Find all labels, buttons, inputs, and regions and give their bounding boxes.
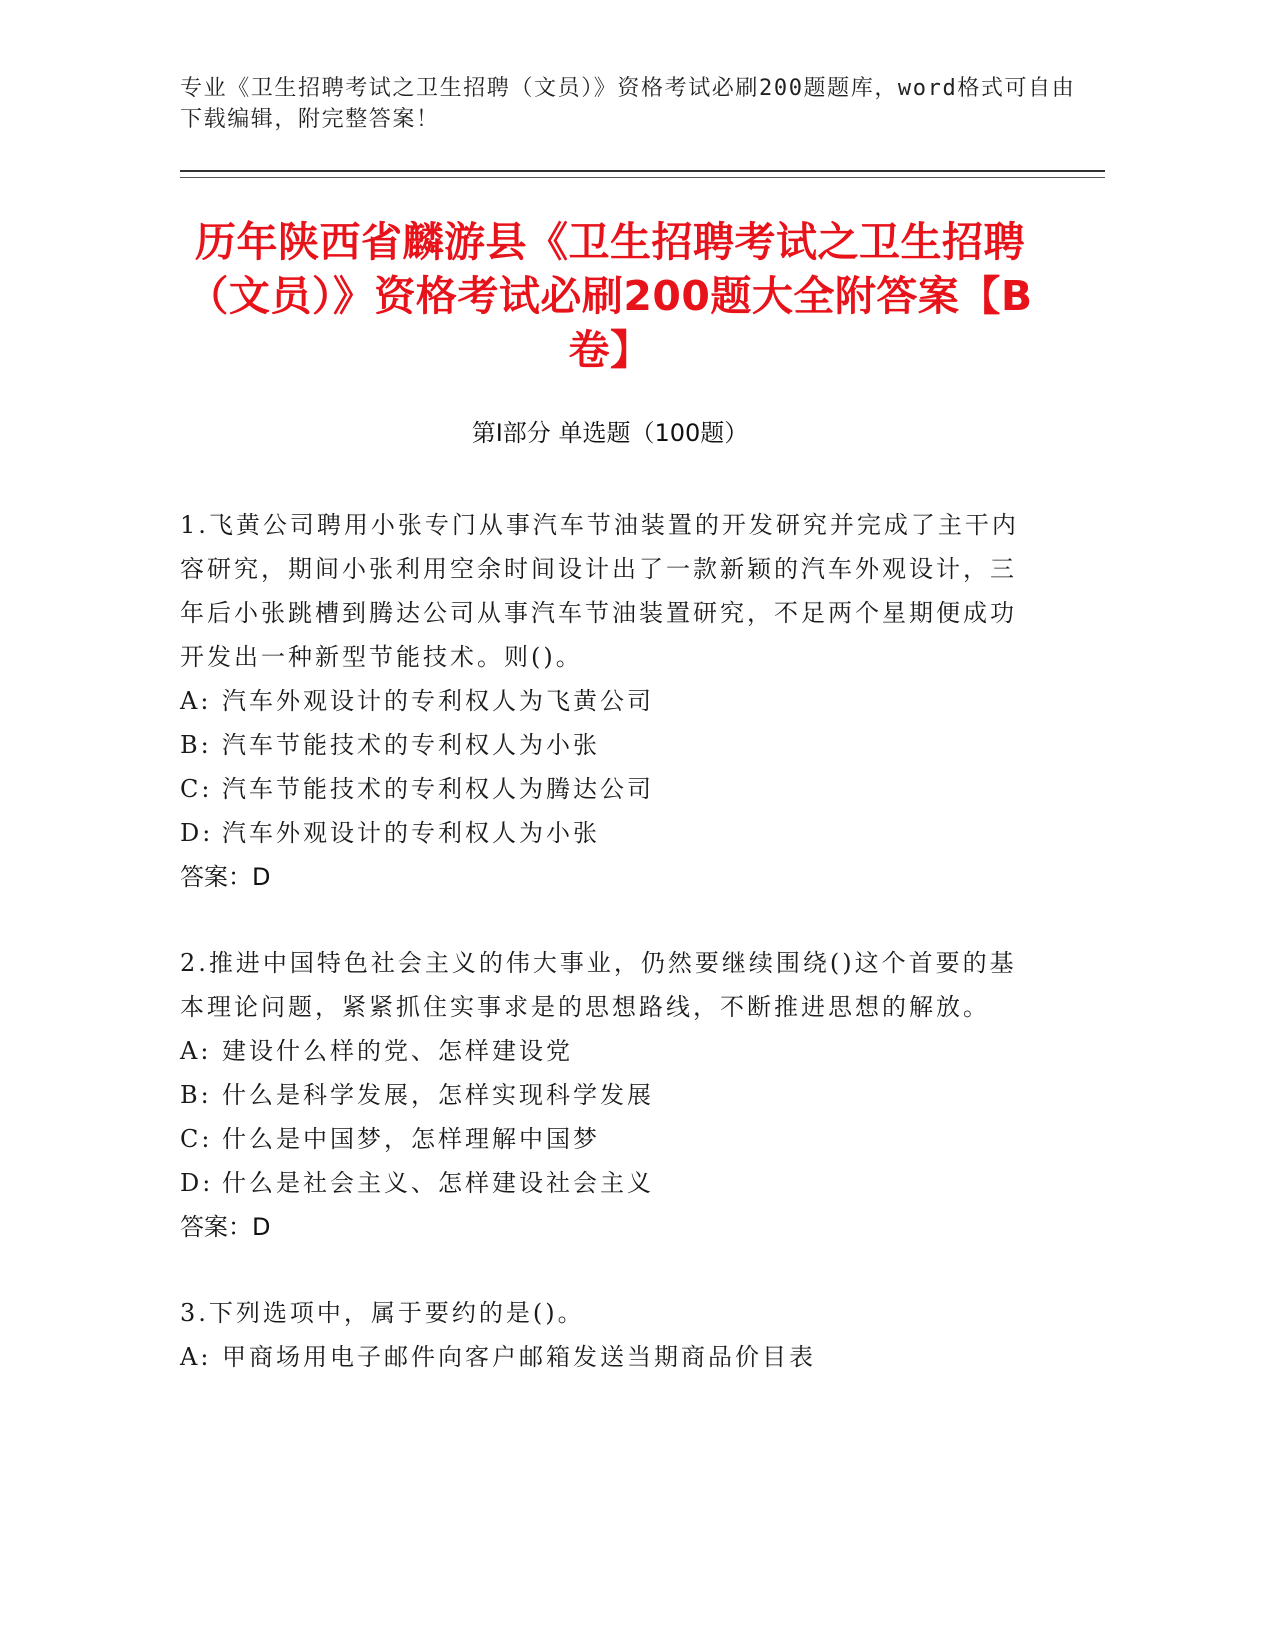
option-text: 汽车节能技术的专利权人为腾达公司: [222, 775, 654, 803]
option-c: [180, 1117, 1030, 1161]
question-2: [180, 941, 1030, 1249]
option-text: 汽车外观设计的专利权人为飞黄公司: [222, 687, 654, 715]
option-b: [180, 723, 1030, 767]
option-letter: A:: [180, 1343, 212, 1371]
option-letter: D:: [180, 819, 214, 847]
question-list: [180, 503, 1030, 1421]
option-letter: B:: [180, 1081, 212, 1109]
option-a: [180, 1029, 1030, 1073]
option-text: 汽车节能技术的专利权人为小张: [222, 731, 600, 759]
option-text: 什么是科学发展，怎样实现科学发展: [222, 1081, 654, 1109]
header-divider-thick: [180, 170, 1105, 172]
option-letter: A:: [180, 687, 212, 715]
option-d: [180, 811, 1030, 855]
option-letter: D:: [180, 1169, 214, 1197]
question-stem: 3.下列选项中，属于要约的是()。: [180, 1299, 585, 1327]
option-letter: B:: [180, 731, 212, 759]
option-letter: A:: [180, 1037, 212, 1065]
option-text: 什么是中国梦，怎样理解中国梦: [222, 1125, 600, 1153]
option-c: [180, 767, 1030, 811]
answer-label: 答案：D: [180, 863, 271, 891]
header-note: 专业《卫生招聘考试之卫生招聘（文员）》资格考试必刷200题题库，word格式可自由下载编辑，附完整答案！: [180, 76, 1076, 132]
answer-label: 答案：D: [180, 1213, 271, 1241]
question-stem: 1.飞黄公司聘用小张专门从事汽车节油装置的开发研究并完成了主干内容研究，期间小张利用空余时间设计出了一款新颖的汽车外观设计，三年后小张跳槽到腾达公司从事汽车节油装置研究，不足两个星期便成功开发出一种新型节能技术。则()。: [180, 511, 1019, 671]
option-b: [180, 1073, 1030, 1117]
option-d: [180, 1161, 1030, 1205]
header-divider-thin: [180, 177, 1105, 178]
option-a: [180, 679, 1030, 723]
question-1: [180, 503, 1030, 899]
option-text: 建设什么样的党、怎样建设党: [222, 1037, 573, 1065]
option-letter: C:: [180, 1125, 213, 1153]
option-letter: C:: [180, 775, 213, 803]
option-text: 甲商场用电子邮件向客户邮箱发送当期商品价目表: [222, 1343, 816, 1371]
option-text: 什么是社会主义、怎样建设社会主义: [222, 1169, 654, 1197]
section-title: 第I部分 单选题（100题）: [471, 419, 749, 447]
option-a: [180, 1335, 1030, 1379]
question-3: [180, 1291, 1030, 1379]
option-text: 汽车外观设计的专利权人为小张: [222, 819, 600, 847]
document-title: 历年陕西省麟游县《卫生招聘考试之卫生招聘（文员）》资格考试必刷200题大全附答案【B卷】: [187, 218, 1033, 374]
question-stem: 2.推进中国特色社会主义的伟大事业，仍然要继续围绕()这个首要的基本理论问题，紧紧抓住实事求是的思想路线，不断推进思想的解放。: [180, 949, 1017, 1021]
